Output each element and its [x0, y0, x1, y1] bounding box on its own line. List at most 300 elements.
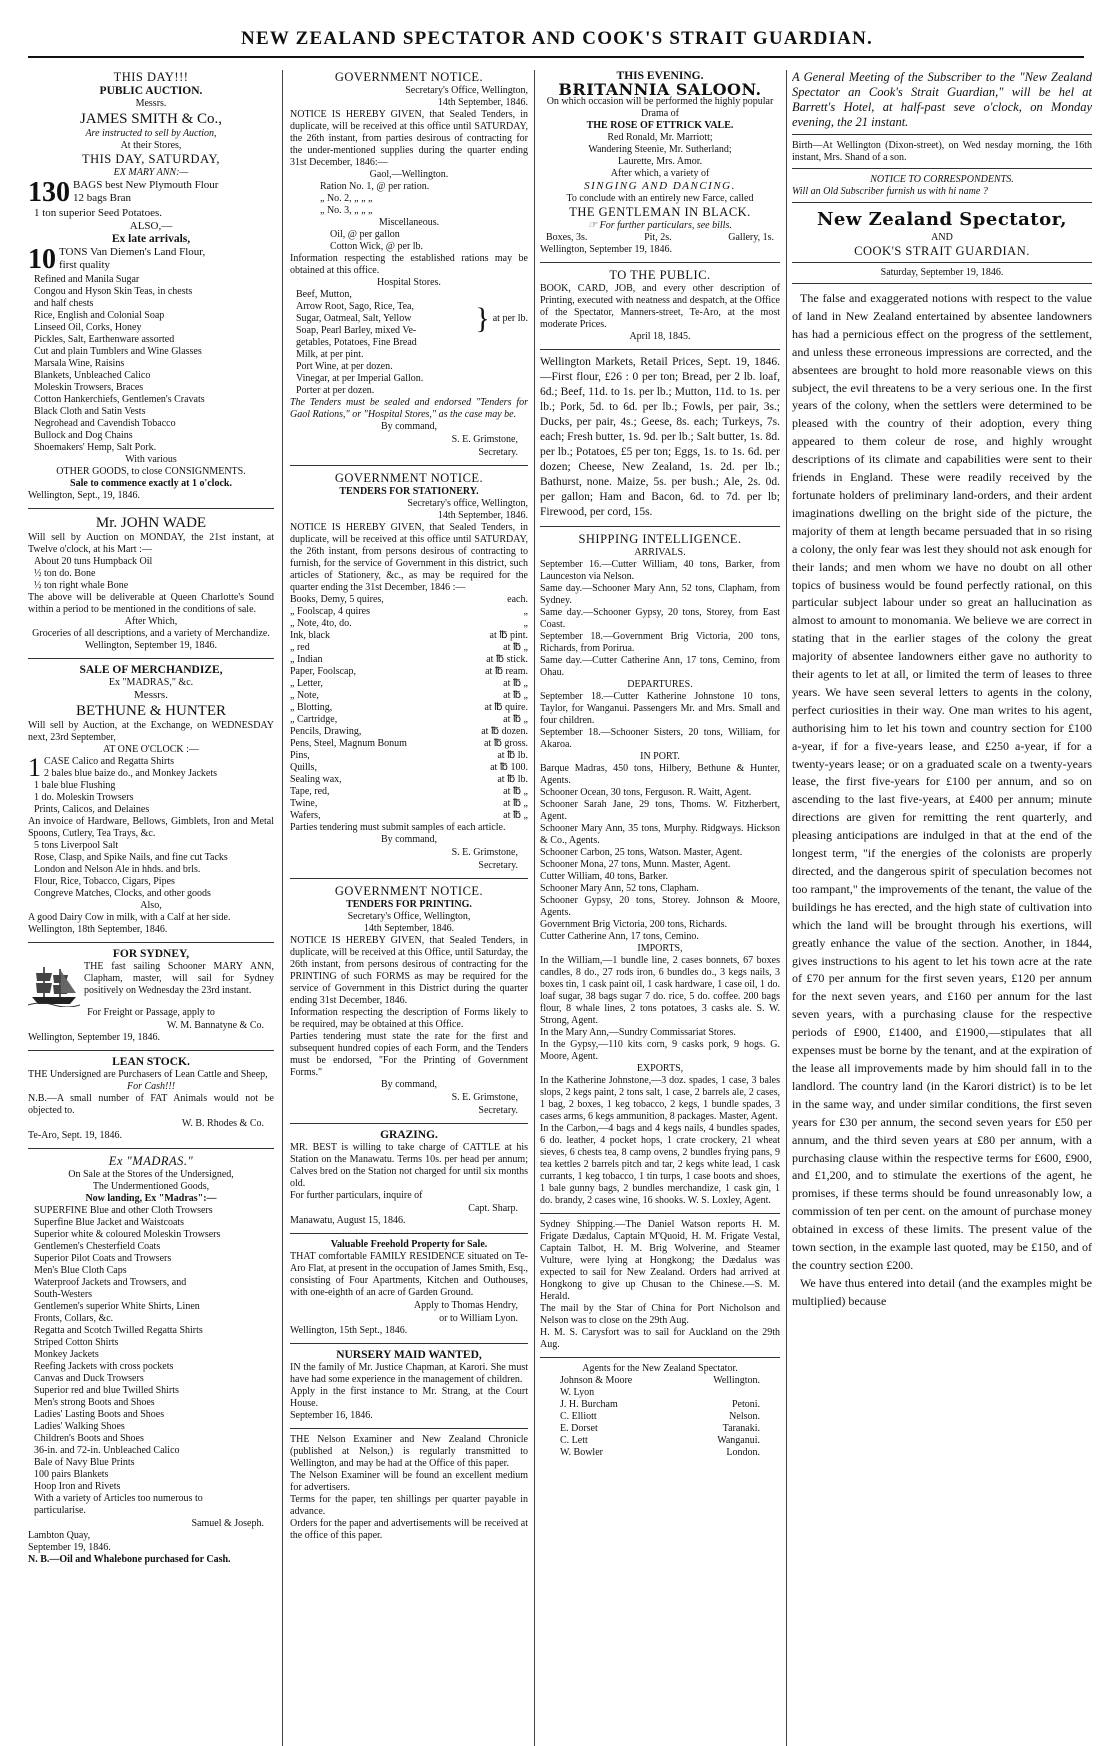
list-item: Port Wine, at per dozen.	[296, 361, 393, 372]
issue-date: Saturday, September 19, 1846.	[792, 262, 1092, 284]
ad-signature: S. E. Grimstone,	[451, 434, 518, 445]
table-cell: W. Bowler	[560, 1447, 603, 1458]
ad-text: Sydney Shipping.—The Daniel Watson reports H. M. Frigate Dædalus, Captain M'Quoid, H. M. Frigate Vestal, Captain Talbot, H. M. Brig Wolverine, and Steamer Vulture, were lying at Hongkong; the Dædalus was expected to sail for New Zealand. Orders had arrived at Hongkong to give up Chusan to the Chinese.—S. M. Herald.	[540, 1219, 780, 1302]
item-number: 1	[28, 753, 41, 782]
ad-text: Parties tendering must submit samples of each article.	[290, 822, 506, 833]
ad-heading: LEAN STOCK.	[112, 1056, 190, 1068]
table-cell: at ℔ dozen.	[481, 726, 528, 737]
markets-report	[540, 355, 780, 520]
ad-date: Wellington, September 19, 1846.	[85, 640, 217, 651]
section-rule	[540, 1357, 780, 1358]
list-item: Sugar, Oatmeal, Salt, Yellow	[296, 313, 412, 324]
ad-text: Lambton Quay,	[28, 1530, 91, 1541]
ad-text: THE Nelson Examiner and New Zealand Chronicle (published at Nelson,) is regularly transmitted to Wellington, and may be had at the Office of this paper.	[290, 1434, 528, 1469]
shipping-intelligence	[540, 532, 780, 1207]
table-cell: J. H. Burcham	[560, 1399, 618, 1410]
list-item: CASE Calico and Regatta Shirts	[44, 756, 174, 767]
table-cell: Pins,	[290, 750, 310, 761]
ad-text: EX MARY ANN:—	[113, 167, 189, 178]
table-cell: Nelson.	[729, 1411, 760, 1422]
ad-text: Information respecting the established rations may be obtained at this office.	[290, 253, 528, 276]
ad-subheading: PUBLIC AUCTION.	[99, 85, 203, 97]
table-cell: W. Lyon	[560, 1387, 595, 1398]
column-3	[540, 70, 780, 1746]
table-cell: at ℔ gross.	[483, 738, 528, 749]
table-cell: Petoni.	[731, 1399, 760, 1410]
list-item: Congreve Matches, Clocks, and other goods	[34, 888, 211, 899]
section-rule	[290, 1343, 528, 1344]
list-item: ½ ton do. Bone	[34, 568, 96, 579]
table-cell: at ℔ stick.	[486, 654, 528, 665]
section-rule	[28, 1050, 274, 1051]
table-cell: „ Cartridge,	[290, 714, 338, 725]
list-item: In the Gypsy,—110 kits corn, 9 casks pork, 9 hogs. G. Moore, Agent.	[540, 1039, 780, 1062]
editorial-article: We have thus entered into detail (and the examples might be multiplied) because	[792, 1275, 1092, 1308]
table-cell: Pencils, Drawing,	[290, 726, 362, 737]
ad-text: NOTICE IS HEREBY GIVEN, that Sealed Tenders, in duplicate, will be received at this office until SATURDAY, the 26th instant, from parties desirous of contracting for the under-mentioned supplies during the quarter ending 31st December, 1846:—	[290, 109, 528, 168]
section-rule	[28, 508, 274, 509]
column-4	[792, 70, 1092, 1746]
ad-date: April 18, 1845.	[629, 331, 691, 342]
ad-date: Wellington, September 19, 1846.	[540, 244, 672, 255]
ad-text: Orders for the paper and advertisements will be received at the office of this paper.	[290, 1518, 528, 1541]
list-item: Waterproof Jackets and Trowsers, and	[34, 1277, 187, 1288]
ad-text: at per lb.	[492, 313, 528, 324]
ad-text: BOOK, CARD, JOB, and every other description of Printing, executed with neatness and despatch, at the Office of the Spectator, Manners-street, Te-Aro, at the most moderate Prices.	[540, 283, 780, 330]
table-cell: E. Dorset	[560, 1423, 598, 1434]
ad-text: By command,	[380, 1079, 438, 1090]
list-item: Fronts, Collars, &c.	[34, 1313, 114, 1324]
ad-text: N. B.—Oil and Whalebone purchased for Cash.	[28, 1554, 231, 1565]
ad-sydney	[28, 948, 274, 1044]
list-item: „ No. 2, „ „ „	[320, 193, 373, 204]
ad-to-the-public	[540, 268, 780, 343]
list-item: 2 bales blue baize do., and Monkey Jackets	[44, 768, 218, 779]
ad-text: ALSO,—	[129, 220, 173, 232]
ad-text: Wandering Steenie, Mr. Sutherland;	[588, 144, 732, 155]
ad-text: Will sell by Auction on MONDAY, the 21st instant, at Twelve o'clock, at his Mart :—	[28, 532, 274, 555]
ad-text: Boxes, 3s.	[546, 232, 588, 243]
ad-text: The Tenders must be sealed and endorsed "Tenders for Gaol Rations," or "Hospital Stores," as the case may be.	[290, 397, 528, 420]
ad-subheading: IMPORTS,	[637, 943, 683, 954]
ad-text: On Sale at the Stores of the Undersigned,	[68, 1169, 234, 1180]
list-item: London and Nelson Ale in hhds. and brls.	[34, 864, 201, 875]
list-item: Government Brig Victoria, 200 tons, Richards.	[540, 919, 727, 930]
ad-subheading: DEPARTURES.	[627, 679, 693, 690]
ad-subheading: TENDERS FOR PRINTING.	[346, 899, 472, 910]
ad-subheading: ARRIVALS.	[634, 547, 686, 558]
list-item: Schooner Mona, 27 tons, Munn. Master, Agent.	[540, 859, 731, 870]
list-item: Schooner Sarah Jane, 29 tons, Thoms. W. Fitzherbert, Agent.	[540, 799, 780, 822]
ad-heading: Mr. JOHN WADE	[95, 515, 207, 531]
paper-title: New Zealand Spectator,	[816, 209, 1068, 230]
ad-text: first quality	[59, 259, 111, 271]
ad-text: or to William Lyon.	[439, 1313, 518, 1324]
birth-notice: Birth—At Wellington (Dixon-street), on Wed nesday morning, the 16th instant, Mrs. Shand of a son.	[792, 140, 1092, 163]
list-item: With a variety of Articles too numerous to	[34, 1493, 203, 1504]
column-divider	[786, 70, 787, 1746]
list-item: Shoemakers' Hemp, Salt Pork.	[34, 442, 157, 453]
ad-heading: THIS DAY, SATURDAY,	[81, 152, 220, 166]
firm-name: JAMES SMITH & Co.,	[79, 111, 223, 127]
list-item: Black Cloth and Satin Vests	[34, 406, 146, 417]
list-item: September 18.—Government Brig Victoria, 200 tons, Richards, from Porirua.	[540, 631, 780, 654]
ad-heading: GOVERNMENT NOTICE.	[334, 471, 484, 485]
list-item: Regatta and Scotch Twilled Regatta Shirts	[34, 1325, 203, 1336]
correspondents-notice: Will an Old Subscriber furnish us with hi name ?	[792, 186, 988, 197]
table-cell: at ℔ quire.	[484, 702, 528, 713]
ad-subheading: Miscellaneous.	[378, 217, 440, 228]
list-item: Men's Blue Cloth Caps	[34, 1265, 127, 1276]
ad-heading: Agents for the New Zealand Spectator.	[582, 1363, 738, 1374]
list-item: In the William,—1 bundle line, 2 cases bonnets, 67 boxes candles, 8 do., 27 rods iron, 6 bundles do., 3 kegs nails, 3 boxes tin, 1 cask paint oil, 1 cask hardware, 1 case oil, 1 do. loaf sugar, 38 bags sugar 7 do. rice, 5 do. coffee. 200 bags flour, 8 whale lines, 2 tons potatoes, 3 casks ale. S. W. Strong, Agent.	[540, 955, 780, 1026]
section-rule	[792, 134, 1092, 135]
table-cell: Johnson & Moore	[560, 1375, 633, 1386]
list-item: September 18.—Cutter Katherine Johnstone 10 tons, Taylor, for Wanganui. Passengers Mr. and Mrs. Small and four children.	[540, 691, 780, 726]
list-item: 1 bale blue Flushing	[34, 780, 116, 791]
ad-text: For Cash!!!	[126, 1081, 176, 1092]
list-item: Arrow Root, Sago, Rice, Tea,	[296, 301, 414, 312]
ship-icon	[28, 963, 80, 1007]
ad-signature: Samuel & Joseph.	[191, 1518, 264, 1529]
list-item: Superior red and blue Twilled Shirts	[34, 1385, 179, 1396]
ad-heading: TO THE PUBLIC.	[609, 268, 711, 282]
column-1	[28, 70, 274, 1746]
section-rule	[792, 202, 1092, 203]
list-item: particularise.	[34, 1505, 86, 1516]
table-cell: at ℔ lb.	[497, 750, 528, 761]
column-divider	[534, 70, 535, 1746]
list-item: Pickles, Salt, Earthenware assorted	[34, 334, 175, 345]
venue-name: BRITANNIA SALOON.	[558, 80, 762, 99]
ad-subheading: THE GENTLEMAN IN BLACK.	[569, 205, 751, 219]
table-cell: Tape, red,	[290, 786, 330, 797]
list-item: South-Westers	[34, 1289, 93, 1300]
ad-date: 14th September, 1846.	[363, 923, 455, 934]
ad-nelson-examiner	[290, 1434, 528, 1542]
ad-text: The Nelson Examiner will be found an excellent medium for advertisers.	[290, 1470, 528, 1493]
auction-wade	[28, 514, 274, 652]
table-cell: „ red	[290, 642, 310, 653]
list-item: September 18.—Schooner Sisters, 20 tons, William, for Akaroa.	[540, 727, 780, 750]
list-item: In the Mary Ann,—Sundry Commissariat Stores.	[540, 1027, 736, 1038]
ad-subheading: TENDERS FOR STATIONERY.	[339, 486, 479, 497]
ad-text: For further particulars, inquire of	[290, 1190, 423, 1201]
ad-text: Groceries of all descriptions, and a variety of Merchandize.	[32, 628, 270, 639]
list-item: Same day.—Cutter Catherine Ann, 17 tons, Cemino, from Ohau.	[540, 655, 780, 678]
ad-text: Will sell by Auction, at the Exchange, on WEDNESDAY next, 23rd September,	[28, 720, 274, 743]
ad-text: 1 ton superior Seed Potatoes.	[34, 207, 163, 219]
list-item: Oil, @ per gallon	[330, 229, 400, 240]
ad-heading: Valuable Freehold Property for Sale.	[330, 1239, 488, 1250]
item-number: 10	[28, 244, 56, 275]
ad-text: The Undermentioned Goods,	[92, 1181, 210, 1192]
list-item: Rose, Clasp, and Spike Nails, and fine cut Tacks	[34, 852, 228, 863]
ad-text: OTHER GOODS, to close CONSIGNMENTS.	[56, 466, 246, 477]
list-item: Cutter Catherine Ann, 17 tons, Cemino.	[540, 931, 699, 942]
section-rule	[540, 1213, 780, 1214]
list-item: Cut and plain Tumblers and Wine Glasses	[34, 346, 202, 357]
ad-text: Pit, 2s.	[644, 232, 672, 243]
table-cell: Quills,	[290, 762, 317, 773]
ad-text: NOTICE IS HEREBY GIVEN, that Sealed Tenders, in duplicate, will be received at this Office, until Saturday, the 26th instant, from persons desirous of contracting for the PRINTING of such FORMS as may be required for the service of Government in this District during the quarter ending 31st December, 1846.	[290, 935, 528, 1006]
list-item: About 20 tuns Humpback Oil	[34, 556, 153, 567]
list-item: In the Katherine Johnstone,—3 doz. spades, 1 case, 3 bales slops, 2 kegs paint, 2 tons salt, 1 case, 2 barrels ale, 2 cases, 1 bag, 2 boxes, 1 keg tobacco, 2 kegs, 1 bundle spades, 3 cases arms, 6 kegs ammunition, 8 packages. Master, Agent.	[540, 1075, 780, 1122]
ad-date: Wellington, September 19, 1846.	[28, 1032, 160, 1043]
notice-stationery	[290, 471, 528, 872]
ad-heading: GOVERNMENT NOTICE.	[334, 70, 484, 84]
section-rule	[290, 878, 528, 879]
ad-heading: GRAZING.	[380, 1129, 438, 1141]
ad-text: Secretary.	[478, 860, 518, 871]
ad-text: The mail by the Star of China for Port Nicholson and Nelson was to close on the 29th Aug.	[540, 1303, 780, 1326]
list-item: 100 pairs Blankets	[34, 1469, 109, 1480]
table-cell: Wafers,	[290, 810, 321, 821]
table-cell: at ℔ 100.	[490, 762, 528, 773]
ad-heading: FOR SYDNEY,	[112, 948, 190, 960]
list-item: Striped Cotton Shirts	[34, 1337, 119, 1348]
list-item: Ladies' Lasting Boots and Shoes	[34, 1409, 165, 1420]
list-item: Gentlemen's Chesterfield Coats	[34, 1241, 161, 1252]
list-item: Schooner Carbon, 25 tons, Watson. Master, Agent.	[540, 847, 743, 858]
ad-subheading: Gaol,—Wellington.	[369, 169, 449, 180]
firm-name: BETHUNE & HUNTER	[76, 703, 226, 719]
ad-heading: SHIPPING INTELLIGENCE.	[578, 532, 742, 546]
ad-subheading: Hospital Stores.	[377, 277, 441, 288]
table-cell: C. Elliott	[560, 1411, 597, 1422]
ad-text: For Freight or Passage, apply to	[87, 1007, 215, 1018]
list-item: Milk, at per pint.	[296, 349, 364, 360]
list-item: Vinegar, at per Imperial Gallon.	[296, 373, 424, 384]
table-cell: Ink, black	[290, 630, 330, 641]
list-item: Blankets, Unbleached Calico	[34, 370, 151, 381]
ad-heading: Ex "MADRAS."	[108, 1154, 194, 1168]
list-item: Congou and Hyson Skin Teas, in chests	[34, 286, 193, 297]
list-item: Linseed Oil, Corks, Honey	[34, 322, 142, 333]
ad-subheading: EXPORTS,	[636, 1063, 684, 1074]
list-item: Children's Boots and Shoes	[34, 1433, 144, 1444]
section-rule	[28, 1148, 274, 1149]
section-rule	[792, 168, 1092, 169]
notice-printing	[290, 884, 528, 1117]
list-item: Flour, Rice, Tobacco, Cigars, Pipes	[34, 876, 175, 887]
ad-text	[540, 220, 780, 232]
list-item: Cutter William, 40 tons, Barker.	[540, 871, 669, 882]
list-item: „ No. 3, „ „ „	[320, 205, 373, 216]
list-item: Gentlemen's superior White Shirts, Linen	[34, 1301, 200, 1312]
ad-signature: W. M. Bannatyne & Co.	[166, 1020, 264, 1031]
table-cell: London.	[726, 1447, 760, 1458]
auction-smith	[28, 70, 274, 502]
table-cell: at ℔ „	[503, 642, 528, 653]
table-cell: Paper, Foolscap,	[290, 666, 356, 677]
ad-text: 12 bags Bran	[73, 192, 132, 204]
ad-date: Wellington, 15th Sept., 1846.	[290, 1325, 408, 1336]
list-item: Rice, English and Colonial Soap	[34, 310, 165, 321]
column-divider	[282, 70, 283, 1746]
ad-text: Messrs.	[134, 689, 168, 701]
newspaper-title: NEW ZEALAND SPECTATOR AND COOK'S STRAIT GUARDIAN.	[241, 28, 873, 49]
table-cell: at ℔ „	[503, 786, 528, 797]
ad-text: Apply in the first instance to Mr. Strang, at the Court House.	[290, 1386, 528, 1409]
auction-bethune	[28, 664, 274, 936]
ad-nursery-maid	[290, 1349, 528, 1422]
list-item: Superior white & coloured Moleskin Trowsers	[34, 1229, 221, 1240]
list-item: Negrohead and Cavendish Tobacco	[34, 418, 176, 429]
list-item: Moleskin Trowsers, Braces	[34, 382, 144, 393]
pointing-hand-icon: ☞	[588, 220, 600, 231]
ad-text: Secretary's Office, Wellington,	[347, 911, 471, 922]
table-cell: Wanganui.	[717, 1435, 760, 1446]
ad-signature: Capt. Sharp.	[468, 1203, 518, 1214]
ad-text: Secretary's Office, Wellington,	[405, 85, 528, 96]
editorial-article: The false and exaggerated notions with respect to the value of land in New Zealand entertained by absentee landowners has had a pernicious effect on the progress of the settlement, and unless these erroneous impressions are corrected, and the absentees are brought to hold more reasonable views on this subject, the evil threatens to be a very serious one. In the first years of the colony, when the settlers were determined to be pleased with the country of their adoption, every thing appeared to them coleur de rose, and highly wrought descriptions of its climate and capabilities were sent to their friends in England. These were readily received by the fortunate holders of preliminary land-orders, and their ardent imaginations dwelling on the bright side of the picture, the majority of them at length became persuaded that in so rising a colony, the only fear was lest they should not ask enough for their lands; and men whom we have no doubt on all other topics of business would be found perfectly rational, on this particular subject labour under so great an hallucination as almost to amount to monomania. We believe we are correct in stating that in the earlier stages of the colony the great majority of absentee landowners either gave no authority to their agents to let at all, or limited the term of leases to three years. We have seen several letters to agents in the colony, perfect curiosities in their way. One man writes to his agent, authorising him to let his town and country section for £100 a-year, if for a five-years lease, and £250 a-year, if for a twenty-years lease; or on a graduated scale on a twenty-years lease, the first five-years for £100 per annum, and so on ascending to the last five-years, at £400 per annum; minute directions are given for remitting the rent quarterly, and pleasing anticipations are indulged in that at the end of the longest term, "if the energies of the colonists are properly directed, and the dangerous spirit of speculation becomes not too rampant," the improvements of the tenant, the value of the buildings he has erected, and the high state of cultivation into which the land will be brought through his exertions, will greatly enhance the value of the section. Another, in 1844, gives instructions to his agent to let his town acre at the rate of £70 per annum for the first seven years, £120 per annum for the next seven years, and £160 per annum for the last seven years, with a purchasing clause for the respective periods of £900, £1400, and £1900,—stipulates that all expenses must be borne by the tenant, and at the expiration of the lease all improvements made by him should fall in to the landlord. The country land (in the Karori district) is to be let in the same way, and under similar conditions, the first seven years for £30 per annum, the second seven years for £50 per annum, and the third seven years at £80 per annum, with a purchasing clause within the respective terms for £600, £900, and £1,200, and to stimulate the exertions of the agent, he promises, if these terms should be found unreasonably low, a commission of ten per cent. on the amount of purchase money obtained in excess of these limits. The present value of the town section, in the example last quoted, may be £150, and of the country section £200.	[792, 291, 1092, 1272]
list-item: Superfine Blue Jacket and Waistcoats	[34, 1217, 185, 1228]
table-cell: „ Letter,	[290, 678, 323, 689]
ad-heading: GOVERNMENT NOTICE.	[334, 884, 484, 898]
table-cell: Sealing wax,	[290, 774, 342, 785]
section-rule	[540, 349, 780, 350]
list-item: Schooner Mary Ann, 35 tons, Murphy. Ridgways. Hickson & Co., Agents.	[540, 823, 780, 846]
list-item: ½ ton right whale Bone	[34, 580, 129, 591]
ad-text: IN the family of Mr. Justice Chapman, at Karori. She must have had some experience in the management of children.	[290, 1362, 528, 1385]
table-cell: „ Indian	[290, 654, 323, 665]
masthead	[0, 0, 1114, 58]
table-cell: Twine,	[290, 798, 318, 809]
ad-date: Te-Aro, Sept. 19, 1846.	[28, 1130, 123, 1141]
ad-date: Wellington, Sept., 19, 1846.	[28, 490, 140, 501]
list-item: Schooner Gypsy, 20 tons, Storey. Johnson & Moore, Agents.	[540, 895, 780, 918]
ad-text: Terms for the paper, ten shillings per quarter payable in advance.	[290, 1494, 528, 1517]
paper-subtitle: COOK'S STRAIT GUARDIAN.	[854, 244, 1030, 258]
ad-signature: S. E. Grimstone,	[451, 847, 518, 858]
list-item: Schooner Mary Ann, 52 tons, Clapham.	[540, 883, 699, 894]
list-item: Same day.—Schooner Mary Ann, 52 tons, Clapham, from Sydney.	[540, 583, 780, 606]
ad-text: Secretary's office, Wellington,	[407, 498, 528, 509]
ad-text: H. M. S. Carysfort was to sail for Auckland on the 29th Aug.	[540, 1327, 780, 1350]
list-item: In the Carbon,—4 bags and 4 kegs nails, 4 bundles spades, 6 do. leather, 4 pocket hops, 1 crate crockery, 21 wheat sieves, 6 chests tea, 8 camp ovens, 2 bundles frying pans, 9 tea kettles 2 barrels pitch and tar, 2 kegs white lead, 1 cask currants, 1 keg tobacco, 1 tin turps, 1 case boots and shoes, 1 bale gunny bags, 2 bundles merchandize, 1 cask gin, 1 do. brandy, 2 cases wine, 16 shooks. W. S. Loxley, Agent.	[540, 1123, 780, 1206]
ad-signature: S. E. Grimstone,	[451, 1092, 518, 1103]
ad-text: THAT comfortable FAMILY RESIDENCE situated on Te-Aro Flat, at present in the occupation of James Smith, Esq., consisting of Four Apartments, Kitchen and Outhouses, with one-eighth of an acre of Garden Ground.	[290, 1251, 528, 1298]
ad-text: Messrs.	[135, 98, 167, 109]
notice-gaol-rations	[290, 70, 528, 459]
ad-heading: THIS DAY!!!	[113, 70, 189, 84]
ad-text: AT ONE O'CLOCK :—	[103, 744, 199, 755]
list-item: Porter at per dozen.	[296, 385, 375, 396]
ad-text: NOTICE IS HEREBY GIVEN, that Sealed Tenders, in duplicate, will be received at this office until SATURDAY, the 26th instant, from persons desirous of contracting to furnish, for the service of Government in this district, such articles of Stationery, &c., as may be required for the quarter ending the 31st December, 1846 :—	[290, 522, 528, 593]
table-cell: „ Note, 4to, do.	[290, 618, 352, 629]
ad-subheading: Now landing, Ex "Madras":—	[85, 1193, 217, 1204]
list-item: 36-in. and 72-in. Unbleached Calico	[34, 1445, 180, 1456]
ad-text: Also,	[140, 900, 162, 911]
ad-heading: NOTICE TO CORRESPONDENTS.	[870, 174, 1014, 185]
ad-madras	[28, 1154, 274, 1566]
table-cell: at ℔ pint.	[489, 630, 528, 641]
ad-date: September 16, 1846.	[290, 1410, 373, 1421]
list-item: Monkey Jackets	[34, 1349, 99, 1360]
list-item: September 16.—Cutter William, 40 tons, Barker, from Launceston via Nelson.	[540, 559, 780, 582]
list-item: Superior Pilot Coats and Trowsers	[34, 1253, 172, 1264]
ad-text: Apply to Thomas Hendry,	[413, 1300, 518, 1311]
list-item: Ladies' Walking Shoes	[34, 1421, 125, 1432]
ad-text: On which occasion will be performed the highly popular Drama of	[546, 96, 774, 119]
list-item: Canvas and Duck Trowsers	[34, 1373, 144, 1384]
ad-text: N.B.—A small number of FAT Animals would not be objected to.	[28, 1093, 274, 1116]
list-item: Barque Madras, 450 tons, Hilbery, Bethune & Hunter, Agents.	[540, 763, 780, 786]
ad-date: September 19, 1846.	[28, 1542, 111, 1553]
ad-date: Manawatu, August 15, 1846.	[290, 1215, 406, 1226]
ad-date: 14th September, 1846.	[437, 510, 528, 521]
table-cell: „	[523, 618, 528, 629]
ad-text: AND	[931, 232, 953, 243]
table-cell: at ℔ „	[503, 810, 528, 821]
section-rule	[290, 1428, 528, 1429]
list-item: Reefing Jackets with cross pockets	[34, 1361, 174, 1372]
brace-glyph: }	[475, 302, 490, 335]
table-cell: „	[523, 606, 528, 617]
list-item: Cotton Hankerchiefs, Gentlemen's Cravats	[34, 394, 205, 405]
table-cell: at ℔ ream.	[485, 666, 528, 677]
table-cell: each.	[507, 594, 528, 605]
ad-freehold	[290, 1239, 528, 1337]
ad-subheading: THE ROSE OF ETTRICK VALE.	[586, 120, 734, 131]
item-number: 130	[28, 177, 70, 208]
section-rule	[28, 942, 274, 943]
ad-text: An invoice of Hardware, Bellows, Gimblets, Iron and Metal Spoons, Cutlery, Tea Trays, &c.	[28, 816, 274, 839]
ad-text: By command,	[380, 834, 438, 845]
section-rule	[28, 658, 274, 659]
ad-text: Information respecting the description of Forms likely to be required, may be obtained at this Office.	[290, 1007, 528, 1030]
section-rule	[540, 526, 780, 527]
ad-text: Laurette, Mrs. Amor.	[617, 156, 703, 167]
column-2	[290, 70, 528, 1746]
ad-text: To conclude with an entirely new Farce, called	[566, 193, 754, 204]
ad-theatre	[540, 70, 780, 256]
list-item: Bale of Navy Blue Prints	[34, 1457, 135, 1468]
list-item: Ration No. 1, @ per ration.	[320, 181, 430, 192]
ad-lean-stock	[28, 1056, 274, 1142]
list-item: Marsala Wine, Raisins	[34, 358, 125, 369]
ad-date: Wellington, 18th September, 1846.	[28, 924, 168, 935]
masthead-rule	[28, 56, 1084, 58]
ad-text: Are instructed to sell by Auction,	[85, 128, 217, 139]
ad-text: At their Stores,	[120, 140, 182, 151]
table-cell: at ℔ „	[503, 690, 528, 701]
table-cell: C. Lett	[560, 1435, 588, 1446]
ad-subheading: Ex "MADRAS," &c.	[108, 677, 194, 688]
ad-text: Secretary.	[478, 1105, 518, 1116]
table-cell: at ℔ lb.	[497, 774, 528, 785]
sydney-shipping	[540, 1219, 780, 1351]
list-item: SUPERFINE Blue and other Cloth Trowsers	[34, 1205, 213, 1216]
table-cell: Pens, Steel, Magnum Bonum	[290, 738, 407, 749]
table-cell: at ℔ „	[503, 678, 528, 689]
ad-text: A good Dairy Cow in milk, with a Calf at her side.	[28, 912, 231, 923]
stationery-table	[290, 594, 528, 822]
section-rule	[290, 465, 528, 466]
ad-text: Secretary.	[478, 447, 518, 458]
agents-list	[540, 1363, 780, 1459]
ad-text: Red Ronald, Mr. Marriott;	[607, 132, 713, 143]
section-rule	[290, 1233, 528, 1234]
table-cell: Wellington.	[713, 1375, 760, 1386]
ad-text: Gallery, 1s.	[728, 232, 774, 243]
ad-text: THE Undersigned are Purchasers of Lean Cattle and Sheep,	[28, 1069, 268, 1080]
table-cell: Taranaki.	[722, 1423, 760, 1434]
ad-subheading: IN PORT.	[640, 751, 680, 762]
ad-subheading: SINGING AND DANCING.	[584, 180, 736, 192]
list-item: Schooner Ocean, 30 tons, Ferguson. R. Waitt, Agent.	[540, 787, 752, 798]
